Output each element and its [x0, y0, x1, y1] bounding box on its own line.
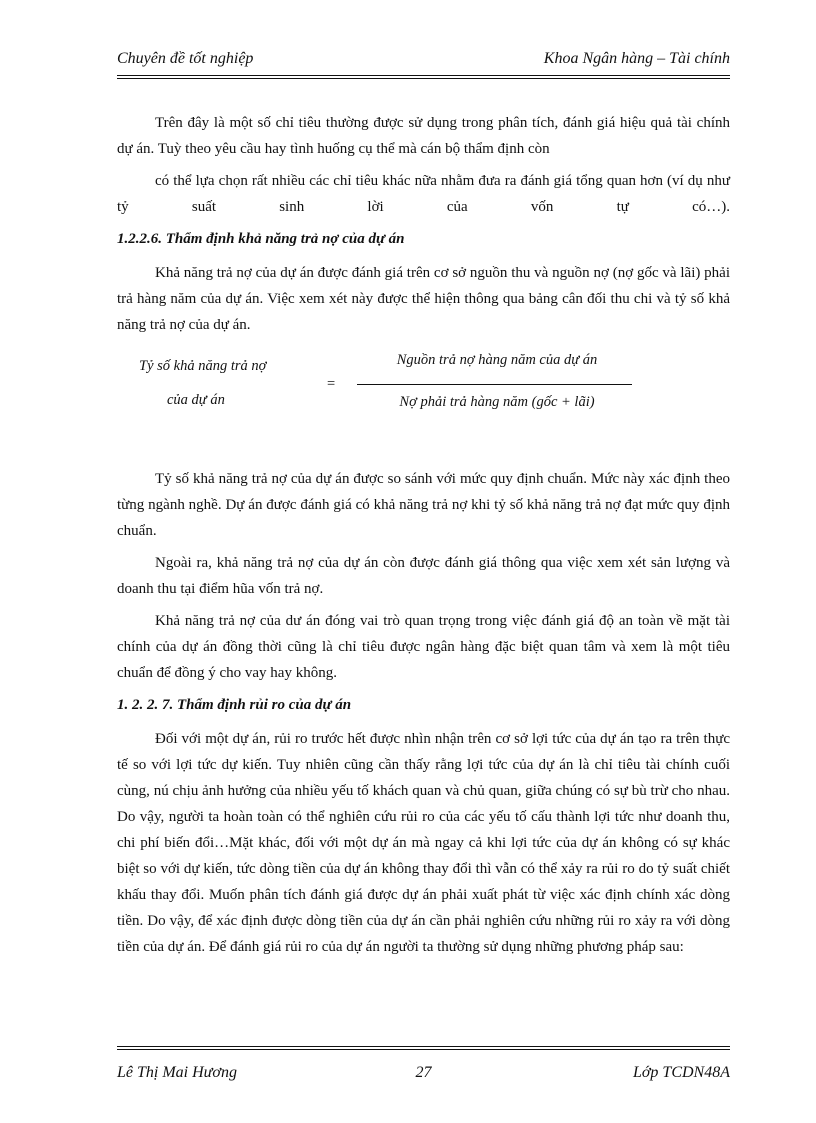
- paragraph-debt-1: Khả năng trả nợ của dự án được đánh giá trên cơ sở nguồn thu và nguồn nợ (nợ gốc và lãi) phải trả hàng năm của dự án. Việc xem xét này được thể hiện thông qua bảng cân đối thu chi và tỷ số khả năng trả nợ của dự án.: [117, 265, 730, 333]
- paragraph-intro-2: có thể lựa chọn rất nhiều các chỉ tiêu khác nữa nhằm đưa ra đánh giá tổng quan hơn (ví dụ như tỷ suất sinh lời của vốn tự có…).: [117, 173, 730, 215]
- paragraph-intro-1: Trên đây là một số chỉ tiêu thường được sử dụng trong phân tích, đánh giá hiệu quả tài chính dự án. Tuỳ theo yêu cầu hay tình huống cụ thể mà cán bộ thẩm định còn: [117, 115, 730, 157]
- paragraph-debt-2: Tỷ số khả năng trả nợ của dự án được so sánh với mức quy định chuẩn. Mức này xác định theo từng ngành nghề. Dự án được đánh giá có khả năng trả nợ khi tỷ số khả năng trả nợ đạt mức quy định chuẩn.: [117, 471, 730, 539]
- footer-divider: [117, 1046, 730, 1050]
- section-heading-risk: 1. 2. 2. 7. Thẩm định rủi ro của dự án: [117, 697, 352, 713]
- page-body: [117, 110, 730, 966]
- footer-class: Lớp TCDN48A: [632, 1064, 730, 1081]
- header-divider: [117, 75, 730, 79]
- paragraph-risk-1: Đối với một dự án, rủi ro trước hết được nhìn nhận trên cơ sở lợi tức của dự án tạo ra trên thực tế so với lợi tức dự kiến. Tuy nhiên cũng cần thấy rằng lợi tức của dự án là chỉ tiêu tài chính cuối cùng, nú chịu ảnh hưởng của nhiều yếu tố khách quan và chủ quan, giữa chúng có sự bù trừ cho nhau. Do vậy, người ta hoàn toàn có thể nghiên cứu rủi ro của các yếu tố cấu thành lợi tức như doanh thu, chi phí biến đổi…Mặt khác, đối với một dự án mà ngay cả khi lợi tức của dự án không có sự khác biệt so với dự kiến, tức dòng tiền của dự án không thay đổi thì vẫn có thể xảy ra rủi ro do tỷ suất chiết khấu thay đổi. Muốn phân tích đánh giá được dự án phải xuất phát từ việc xác định chính xác dòng tiền. Do vậy, để xác định được dòng tiền của dự án cần phải nghiên cứu những rủi ro xảy ra với dòng tiền của dự án. Để đánh giá rủi ro của dự án người ta thường sử dụng những phương pháp sau:: [117, 731, 730, 955]
- paragraph-debt-3: Ngoài ra, khả năng trả nợ của dự án còn được đánh giá thông qua việc xem xét sản lượng và doanh thu tại điểm hũa vốn trả nợ.: [117, 555, 730, 597]
- header-faculty: Khoa Ngân hàng – Tài chính: [543, 50, 730, 67]
- debt-ratio-formula: [117, 352, 730, 436]
- footer-author: Lê Thị Mai Hương: [117, 1064, 237, 1081]
- fraction-bar: [357, 384, 632, 385]
- page-number: 27: [415, 1064, 432, 1081]
- section-heading-debt-repayment: 1.2.2.6. Thẩm định khả năng trả nợ của dự án: [117, 231, 405, 247]
- formula-lhs-line2: của dự án: [167, 392, 225, 408]
- header-report-type: Chuyên đề tốt nghiệp: [117, 50, 254, 67]
- formula-numerator: Nguồn trả nợ hàng năm của dự án: [396, 352, 598, 368]
- formula-lhs-line1: Tỷ số khả năng trả nợ: [139, 358, 267, 374]
- formula-equals: =: [327, 376, 336, 392]
- page-footer: [117, 1064, 730, 1088]
- paragraph-debt-4: Khả năng trả nợ của dư án đóng vai trò quan trọng trong việc đánh giá độ an toàn về mặt tài chính của dự án đồng thời cũng là chỉ tiêu được ngân hàng đặc biệt quan tâm và xem là một tiêu chuẩn để đồng ý cho vay hay không.: [117, 613, 730, 681]
- page-header: [117, 50, 730, 74]
- formula-denominator: Nợ phải trả hàng năm (gốc + lãi): [399, 394, 595, 410]
